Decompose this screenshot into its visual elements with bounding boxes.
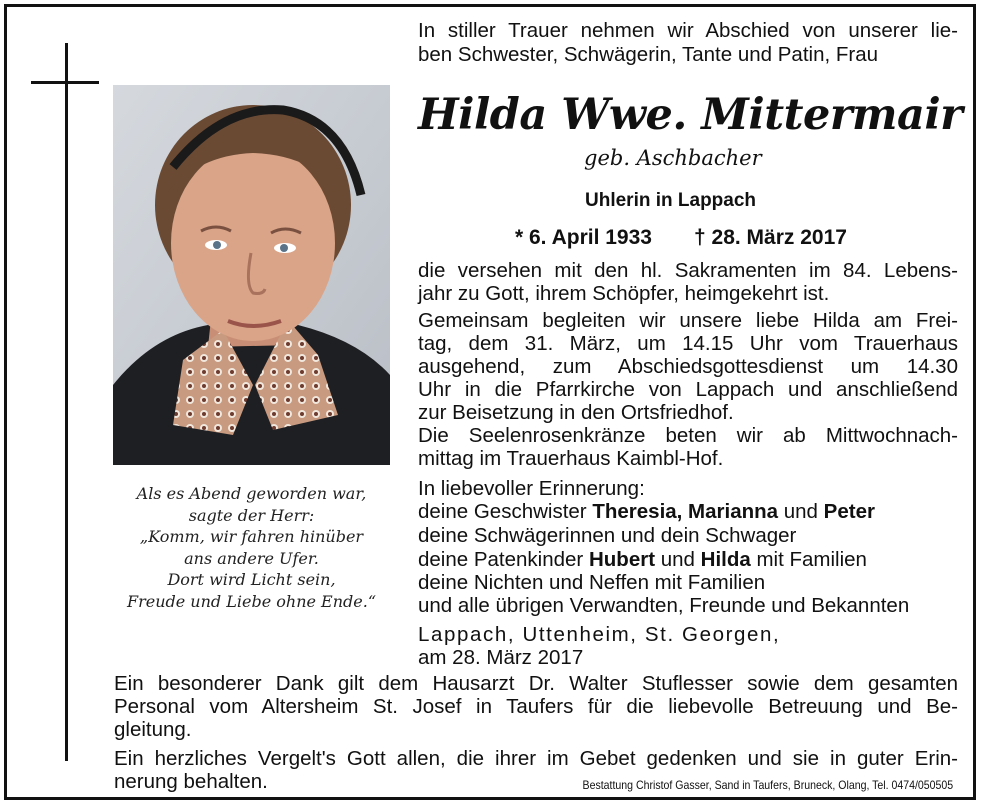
thanks-line: gleitung. [114,718,192,741]
godchild-name: Hubert [588,548,656,571]
occupation-title: Uhlerin in Lappach [585,190,757,211]
closing-line: nerung behalten. [114,770,268,793]
siblings-prefix: deine Geschwister [418,500,593,523]
siblings-line [418,500,875,524]
godchildren-and: und [655,548,701,571]
thanks-line: Ein besonderer Dank gilt dem Hausarzt Dr. Walter Stuflesser sowie dem gesamten [114,672,958,695]
funeral-line: Gemeinsam begleiten wir unsere liebe Hilda am Frei- [418,309,958,332]
godchildren-prefix: deine Patenkinder [418,548,589,571]
portrait-photo [113,85,390,465]
quote-line: Dort wird Licht sein, [167,570,336,589]
nieces-line: deine Nichten und Neffen mit Familien [418,571,766,594]
quote-line: sagte der Herr: [188,505,315,525]
place-line: Lappach, Uttenheim, St. Georgen, [418,623,781,646]
deceased-name: Hilda Wwe. Mittermair [418,90,963,140]
godchildren-line [418,548,867,572]
passing-line: die versehen mit den hl. Sakramenten im 84. Lebens- [418,259,958,282]
date-line: am 28. März 2017 [418,646,584,669]
closing-line: Ein herzliches Vergelt's Gott allen, die ihrer im Gebet gedenken und sie in guter Erin- [114,747,958,770]
maiden-name: geb. Aschbacher [584,146,762,170]
inlaws-line: deine Schwägerinnen und dein Schwager [418,524,797,547]
portrait-illustration [113,85,390,465]
thanks-line: Personal vom Altersheim St. Josef in Taufers für die liebevolle Betreuung und Be- [114,695,958,718]
intro-line: In stiller Trauer nehmen wir Abschied von unserer lie- [418,19,958,42]
rosary-line: mittag im Trauerhaus Kaimbl-Hof. [418,447,724,470]
birth-date: * 6. April 1933 [515,226,652,249]
mourners-heading: In liebevoller Erinnerung: [418,477,645,500]
sibling-name: Peter [823,500,875,523]
quote-line: ans andere Ufer. [184,548,319,568]
funeral-line: Uhr in die Pfarrkirche von Lappach und anschließend [418,378,958,401]
godchild-name: Hilda [700,548,751,571]
intro-line: ben Schwester, Schwägerin, Tante und Patin, Frau [418,43,879,66]
bible-quote [114,483,389,612]
funeral-home-footer: Bestattung Christof Gasser, Sand in Taufers, Bruneck, Olang, Tel. 0474/050505 [582,778,953,792]
quote-line: „Komm, wir fahren hinüber [139,527,364,546]
funeral-line: ausgehend, zum Abschiedsgottesdienst um 14.30 [418,355,958,378]
sibling-names: Theresia, Marianna [592,500,779,523]
rosary-line: Die Seelenrosenkränze beten wir ab Mittwochnach- [418,424,958,447]
death-date: † 28. März 2017 [694,226,847,249]
quote-line: Als es Abend geworden war, [136,484,367,503]
godchildren-suffix: mit Familien [750,548,867,571]
passing-line: jahr zu Gott, ihrem Schöpfer, heimgekehrt ist. [418,282,830,305]
quote-line: Freude und Liebe ohne Ende.“ [126,591,377,611]
siblings-and: und [778,500,824,523]
obituary-card [4,4,976,800]
funeral-line: zur Beisetzung in den Ortsfriedhof. [418,401,734,424]
funeral-line: tag, dem 31. März, um 14.15 Uhr vom Trauerhaus [418,332,958,355]
others-line: und alle übrigen Verwandten, Freunde und Bekannten [418,594,910,617]
